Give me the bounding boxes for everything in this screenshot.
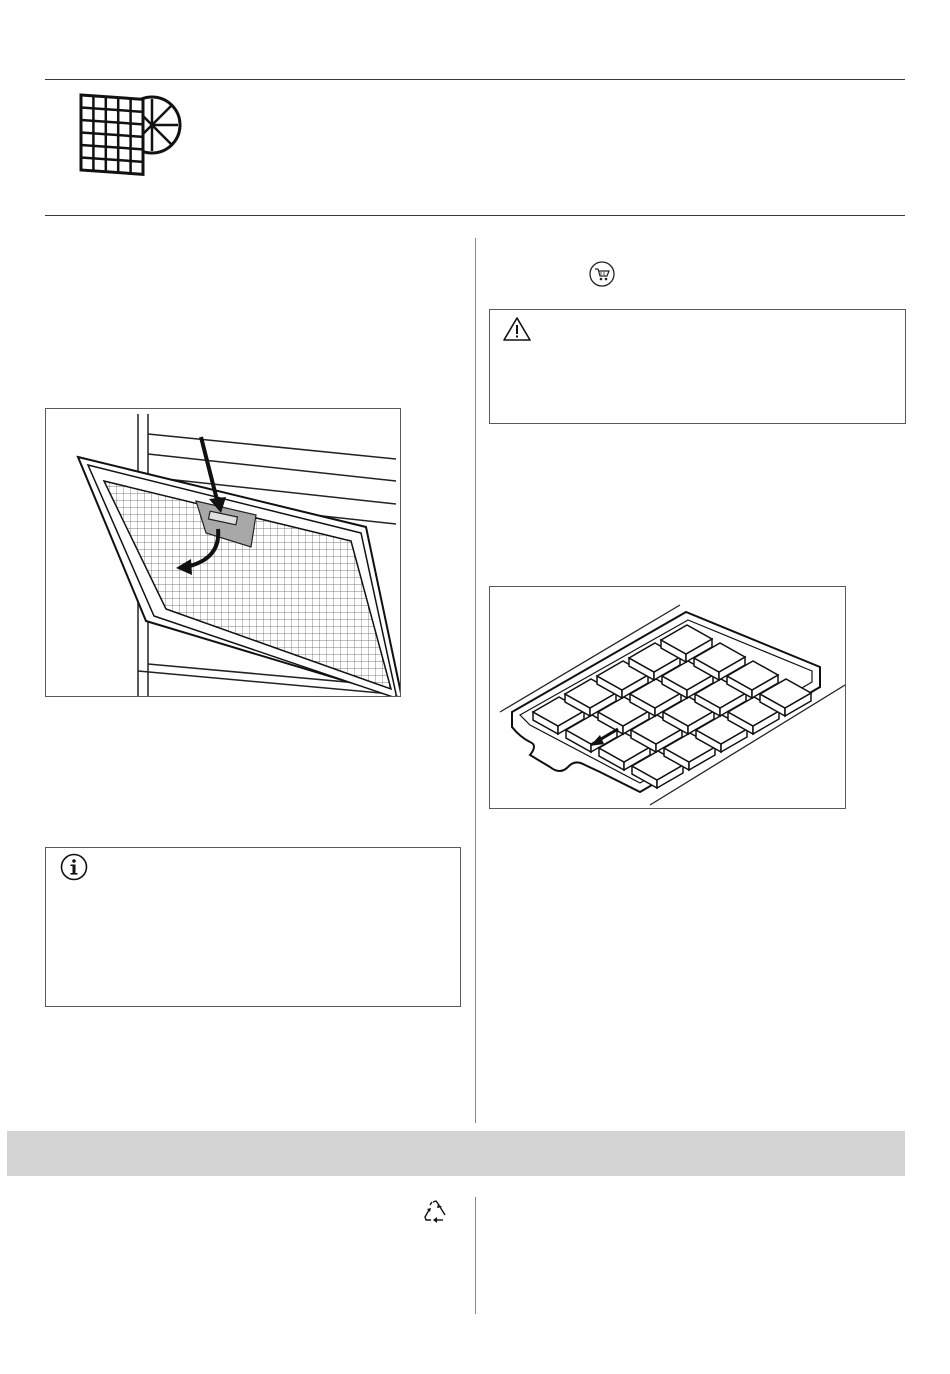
- grease-filter-removal-illustration: [45, 408, 401, 697]
- column-divider-lower: [475, 1197, 476, 1314]
- column-divider: [475, 238, 476, 1123]
- filter-grid-and-fan-icon: [75, 85, 185, 185]
- header-bottom-rule: [45, 215, 905, 216]
- warning-note-box: [489, 309, 906, 424]
- shopping-cart-icon: [589, 261, 615, 287]
- info-icon: [60, 853, 88, 881]
- info-note-box: [45, 847, 461, 1007]
- recycle-icon: [422, 1199, 450, 1225]
- warning-triangle-icon: [502, 316, 532, 342]
- section-heading-band: [7, 1131, 905, 1176]
- carbon-filter-illustration: [489, 586, 846, 809]
- header-top-rule: [45, 79, 905, 80]
